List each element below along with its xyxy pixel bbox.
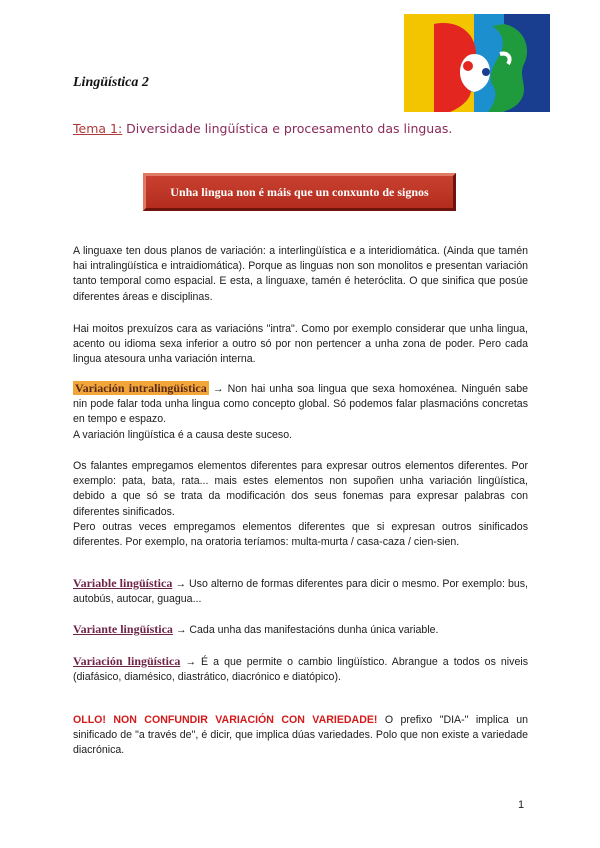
variable-text: → Uso alterno de formas diferentes para dicir o mesmo. Por exemplo: bus, autobús, autocar, guagua... xyxy=(73,578,528,606)
speakers-text: Os falantes empregamos elementos diferentes para expresar outros elementos diferentes. Por exemplo: pata, bata, rata... mais estes elementos non supoñen unha variación lingüística, debido a que só se trata da modificación dos seus fonemas para expresar palabras con diferentes sinificados. xyxy=(73,460,528,518)
variation-text: → É a que permite o cambio lingüístico. Abrangue a todos os niveis (diafásico, diamésico, diastrático, diacrónico e diatópico). xyxy=(73,656,528,684)
term-variable: Variable lingüística xyxy=(73,576,173,590)
warning-explanation: O prefixo "DIA-" implica un sinificado de "a través de", é dicir, que implica dúas variedades. Polo que non existe a variedade diacrónica. xyxy=(73,714,528,757)
paragraph-warning xyxy=(73,713,528,759)
warning-text: OLLO! NON CONFUNDIR VARIACIÓN CON VARIEDADE! xyxy=(73,714,378,726)
speakers-text-2: Pero outras veces empregamos elementos diferentes que si expresan outros sinificados diferentes. Por exemplo, na oratoria teríamos: multa-murta / casa-caza / cien-sien. xyxy=(73,520,528,549)
banner-box xyxy=(143,173,456,211)
paragraph-variant xyxy=(73,622,528,638)
intralinguistic-cause: A variación lingüística é a causa deste suceso. xyxy=(73,428,293,441)
paragraph-intralinguistic xyxy=(73,381,528,443)
intralinguistic-text: → Non hai unha soa lingua que sexa homoxénea. Ninguén sabe nin pode falar toda unha lingua como concepto global. Só podemos falar plasmacións concretas en tempo e espazo. xyxy=(73,383,528,426)
document-title: Lingüística 2 xyxy=(73,75,149,90)
paragraph-variation xyxy=(73,654,528,685)
topic-text: Diversidade lingüística e procesamento das linguas. xyxy=(122,121,453,136)
topic-heading xyxy=(73,121,452,136)
paragraph-variable xyxy=(73,576,528,607)
banner-text: Unha lingua non é máis que un conxunto de signos xyxy=(170,184,429,199)
paragraph-prejudices: Hai moitos prexuízos cara as variacións "intra". Como por exemplo considerar que unha lingua, acento ou idioma sexa inferior a outro só por non pertencer a unha zona de poder. Pero cada lingua atesoura unha variación interna. xyxy=(73,323,528,366)
faces-logo-image xyxy=(404,14,550,112)
variant-text: → Cada unha das manifestacións dunha única variable. xyxy=(172,624,439,636)
paragraph-speakers xyxy=(73,459,528,550)
page-number: 1 xyxy=(518,799,525,811)
term-variant: Variante lingüística xyxy=(73,622,173,636)
term-intralinguistic: Variación intralingüística xyxy=(75,381,207,395)
topic-label: Tema 1: xyxy=(73,121,123,136)
paragraph-planes: A linguaxe ten dous planos de variación: a interlingüística e a interidiomática. (Ainda que tamén hai intralingüística e intraidiomática). Porque as linguas non son monolitos e presentan variación tanto temporal como espacial. E esta, a linguaxe, tamén é heteróclita. O que sinifica que posúe diferentes áreas e disciplinas. xyxy=(73,245,528,303)
term-variation: Variación lingüística xyxy=(73,654,181,668)
